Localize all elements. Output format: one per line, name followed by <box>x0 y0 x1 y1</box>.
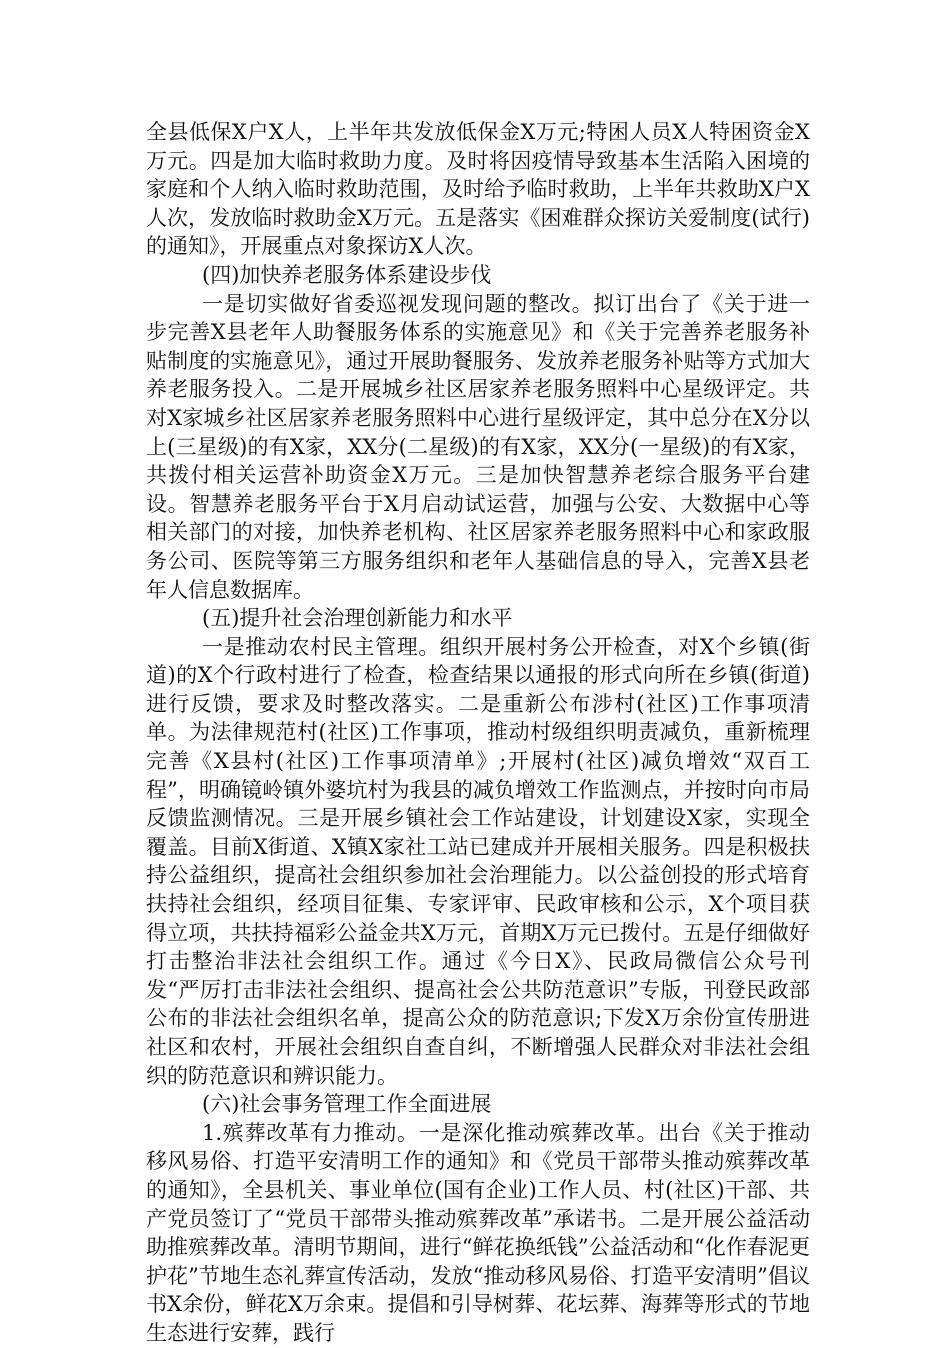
document-body <box>146 118 810 1348</box>
section-heading-social-governance: (五)提升社会治理创新能力和水平 <box>202 606 513 631</box>
section-heading-elderly-care: (四)加快养老服务体系建设步伐 <box>202 262 492 287</box>
paragraph-assistance-summary: 全县低保X户X人，上半年共发放低保金X万元;特困人员X人特困资金X万元。四是加大临时救助力度。及时将因疫情导致基本生活陷入困境的家庭和个人纳入临时救助范围，及时给予临时救助，上半年共救助X户X人次，发放临时救助金X万元。五是落实《困难群众探访关爱制度(试行)的通知》，开展重点对象探访X人次。 <box>146 120 810 259</box>
paragraph-funeral-reform: 1.殡葬改革有力推动。一是深化推动殡葬改革。出台《关于推动移风易俗、打造平安清明工作的通知》和《党员干部带头推动殡葬改革的通知》，全县机关、事业单位(国有企业)工作人员、村(社区)干部、共产党员签订了“党员干部带头推动殡葬改革”承诺书。二是开展公益活动助推殡葬改革。清明节期间，进行“鲜花换纸钱”公益活动和“化作春泥更护花”节地生态礼葬宣传活动，发放“推动移风易俗、打造平安清明”倡议书X余份，鲜花X万余束。提倡和引导树葬、花坛葬、海葬等形式的节地生态进行安葬，践行 <box>146 1120 810 1345</box>
paragraph-elderly-care: 一是切实做好省委巡视发现问题的整改。拟订出台了《关于进一步完善X县老年人助餐服务体系的实施意见》和《关于完善养老服务补贴制度的实施意见》，通过开展助餐服务、发放养老服务补贴等方式加大养老服务投入。二是开展城乡社区居家养老服务照料中心星级评定。共对X家城乡社区居家养老服务照料中心进行星级评定，其中总分在X分以上(三星级)的有X家，XX分(二星级)的有X家，XX分(一星级)的有X家，共拨付相关运营补助资金X万元。三是加快智慧养老综合服务平台建设。智慧养老服务平台于X月启动试运营，加强与公安、大数据中心等相关部门的对接，加快养老机构、社区居家养老服务照料中心和家政服务公司、医院等第三方服务组织和老年人基础信息的导入，完善X县老年人信息数据库。 <box>146 291 810 602</box>
section-heading-social-affairs: (六)社会事务管理工作全面进展 <box>202 1092 492 1117</box>
paragraph-social-governance: 一是推动农村民主管理。组织开展村务公开检查，对X个乡镇(街道)的X个行政村进行了检查，检查结果以通报的形式向所在乡镇(街道)进行反馈，要求及时整改落实。二是重新公布涉村(社区)工作事项清单。为法律规范村(社区)工作事项，推动村级组织明责减负，重新梳理完善《X县村(社区)工作事项清单》;开展村(社区)减负增效“双百工程”，明确镜岭镇外婆坑村为我县的减负增效工作监测点，并按时向市局反馈监测情况。三是开展乡镇社会工作站建设，计划建设X家，实现全覆盖。目前X街道、X镇X家社工站已建成并开展相关服务。四是积极扶持公益组织，提高社会组织参加社会治理能力。以公益创投的形式培育扶持社会组织，经项目征集、专家评审、民政审核和公示，X个项目获得立项，共扶持福彩公益金共X万元，首期X万元已拨付。五是仔细做好打击整治非法社会组织工作。通过《今日X》、民政局微信公众号刊发“严厉打击非法社会组织、提高社会公共防范意识”专版，刊登民政部公布的非法社会组织名单，提高公众的防范意识;下发X万余份宣传册进社区和农村，开展社会组织自查自纠，不断增强人民群众对非法社会组织的防范意识和辨识能力。 <box>146 634 810 1088</box>
